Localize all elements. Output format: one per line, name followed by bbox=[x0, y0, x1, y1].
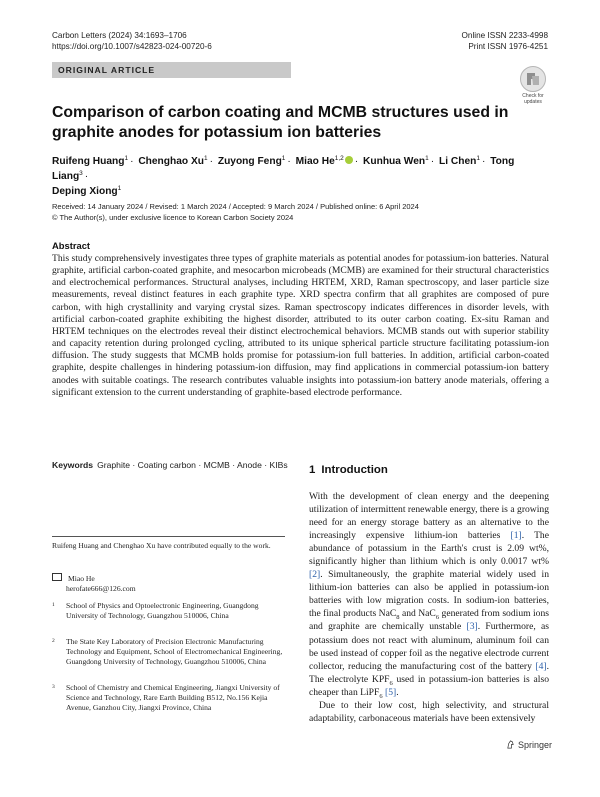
doi-link[interactable]: https://doi.org/10.1007/s42823-024-00720-6 bbox=[52, 42, 212, 51]
corresponding-name: Miao He bbox=[68, 574, 95, 583]
citation-link[interactable]: [4] bbox=[535, 660, 547, 672]
journal-header bbox=[52, 30, 212, 52]
author[interactable]: Li Chen$^1$ bbox=[438, 155, 480, 167]
affiliation: 2 The State Key Laboratory of Precision Electronic Manufacturing Technology and Equipment, School of Electromechanical Engineering, Guangdong University of Technology, Guangzhou 510006, China bbox=[52, 637, 283, 666]
author[interactable]: Ruifeng Huang$^1$ bbox=[52, 155, 129, 167]
keywords bbox=[52, 460, 549, 471]
author-list: Ruifeng Huang$^1$ · Chenghao $Xu^1$ · Zuyong Feng$^1$ · Miao He$^{1,2}$ · Kunhua Wen$^1$ · Li Chen$^1$ · Tong Liang$^3$ · Deping Xiong$^1$ bbox=[52, 155, 515, 197]
copyright-line: © The Author(s), under exclusive licence to Korean Carbon Society 2024 bbox=[52, 212, 294, 222]
article-title: Comparison of carbon coating and MCMB structures used in graphite anodes for potassium ion batteries bbox=[52, 104, 509, 141]
citation-link[interactable]: [3] bbox=[466, 621, 478, 633]
journal-citation: Carbon Letters (2024) 34:1693–1706 bbox=[52, 31, 187, 40]
history-dates: Received: 14 January 2024 / Revised: 1 March 2024 / Accepted: 9 March 2024 / Published online: 6 April 2024 bbox=[52, 202, 419, 211]
article-type-banner: ORIGINAL ARTICLE bbox=[52, 62, 291, 78]
online-issn: Online ISSN 2233-4998 bbox=[461, 31, 548, 40]
citation-link[interactable]: [2] bbox=[309, 569, 321, 581]
introduction-text bbox=[309, 490, 549, 725]
check-for-updates-badge[interactable] bbox=[518, 66, 548, 105]
affiliation: 3 School of Chemistry and Chemical Engineering, Jiangxi University of Science and Technology, Rare Earth Building B512, No.156 Kejia Avenue, Ganzhou City, Jiangxi Province, China bbox=[52, 683, 280, 712]
abstract-text: This study comprehensively investigates three types of graphite materials as potential anodes for potassium-ion batteries. Natural graphite, artificial carbon-coated graphite, and mesocarbon microbeads (MCMB) are examined for their structural characteristics and electrochemical performances. Structural analyses, including HRTEM, XRD, Raman spectroscopy, and laser particle size measurements, reveal distinct features in each graphite type. XRD spectra confirm that all graphites are composed of pure carbon, with high crystallinity and varying crystal sizes. Raman spectroscopy indicates differences in disorder levels, with artificial carbon-coated graphite exhibiting the highest disorder, attributed to its outer carbon coating. Ex-situ Raman and HRTEM techniques on the electrodes reveal their distinct electrochemical behaviors. MCMB stands out with superior stability and capacity retention during prolonged cycling, attributed to its unique spherical particle structure facilitating potassium-ion diffusion. The study suggests that MCMB holds promise for potassium-ion full batteries. In addition, artificial carbon-coated graphite, despite challenges in hindering potassium-ion diffusion, may find applications in commercial potassium-ion battery anodes with suitable coatings. The research contributes valuable insights into potassium-ion battery anode materials, offering a significant extension to the current understanding of graphite-based electrode performance. bbox=[52, 253, 549, 398]
section-heading-introduction: 1 Introduction bbox=[309, 464, 388, 476]
orcid-icon[interactable] bbox=[345, 156, 353, 164]
author[interactable]: Tong Liang$^3$ bbox=[52, 156, 515, 182]
author[interactable]: Deping Xiong$^1$ bbox=[52, 185, 122, 197]
check-updates-icon bbox=[520, 66, 546, 92]
print-issn: Print ISSN 1976-4251 bbox=[468, 42, 548, 51]
badge-line2: updates bbox=[524, 99, 542, 105]
envelope-icon bbox=[52, 573, 62, 581]
author[interactable]: Zuyong Feng$^1$ bbox=[217, 155, 286, 167]
author[interactable]: Miao He$^{1,2}$ bbox=[296, 156, 353, 167]
citation-link[interactable]: [5] bbox=[385, 686, 397, 698]
footnote-divider bbox=[52, 536, 285, 537]
corresponding-author bbox=[52, 573, 285, 594]
author[interactable]: Kunhua Wen$^1$ bbox=[363, 155, 429, 167]
affiliation: 1 School of Physics and Optoelectronic Engineering, Guangdong University of Technology, Guangzhou 510006, China bbox=[52, 601, 259, 620]
keywords-label: Keywords bbox=[52, 460, 94, 470]
publication-dates bbox=[52, 202, 552, 223]
author[interactable]: Chenghao Xu$^1$ bbox=[138, 155, 208, 167]
keywords-list: Graphite · Coating carbon · MCMB · Anode · KIBs bbox=[97, 460, 288, 470]
springer-horse-icon bbox=[506, 740, 515, 749]
intro-paragraph: With the development of clean energy and the deepening utilization of intermittent renewable energy, there is a growing need for an energy storage battery as an alternative to the increasingly expensive lithium-ion batteries [1]. The abundance of potassium in the Earth's crust is 2.09 wt%, significantly higher than lithium which is only 0.0017 wt% [2]. Simultaneously, the graphite material widely used in lithium-ion batteries can also be applied in potassium-ion batteries with low migration costs. In sodium-ion batteries, the final products NaC$_8$ and NaC$_6$ generated from sodium ions and graphite are chemically unstable [3]. Furthermore, as potassium does not react with aluminum, aluminum foil can be used instead of copper foil as the negative electrode current collector, reducing the manufacturing cost of the battery [4]. The electrolyte $KPF_6$ used in potassium-ion batteries is also cheaper than LiPF$_6$ [5]. bbox=[309, 491, 550, 700]
corresponding-email[interactable]: herofate666@126.com bbox=[66, 584, 136, 593]
badge-line1: Check for bbox=[522, 93, 544, 99]
equal-contribution-note: Ruifeng Huang and Chenghao Xu have contributed equally to the work. bbox=[52, 541, 271, 550]
issn-header bbox=[462, 30, 548, 52]
intro-paragraph: Due to their low cost, high selectivity, and structural adaptability, carbonaceous materials have been extensively bbox=[309, 699, 549, 724]
abstract-heading: Abstract bbox=[52, 240, 91, 251]
publisher-logo: Springer bbox=[506, 740, 552, 750]
citation-link[interactable]: [1] bbox=[510, 530, 522, 542]
